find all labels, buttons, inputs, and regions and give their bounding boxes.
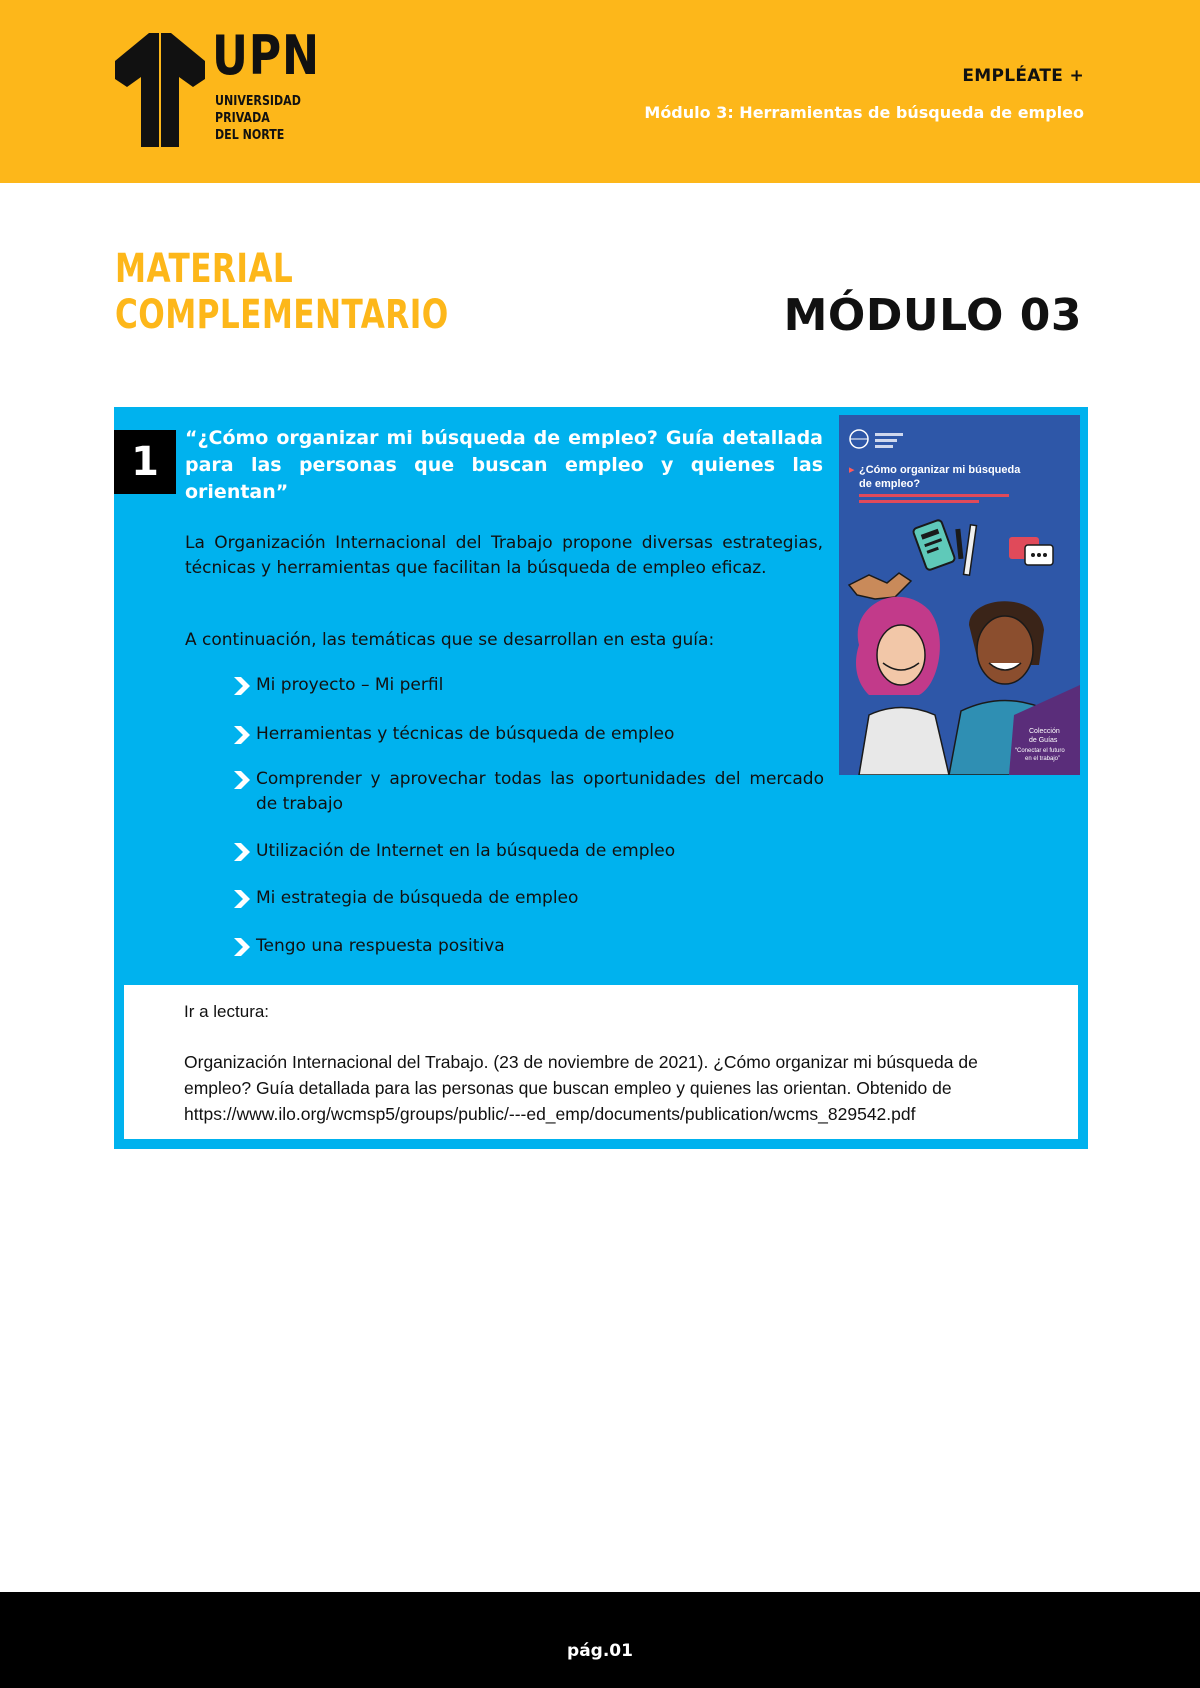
resource-description: La Organización Internacional del Trabajo propone diversas estrategias, técnicas y herramientas que facilitan la búsqueda de empleo eficaz. (185, 533, 823, 578)
topics-intro: A continuación, las temáticas que se desarrollan en esta guía: (185, 630, 715, 650)
resource-title: “¿Cómo organizar mi búsqueda de empleo? Guía detallada para las personas que buscan empleo y quienes las orientan” (185, 427, 823, 503)
upn-logo (115, 24, 320, 149)
material-title: MATERIAL COMPLEMENTARIO (115, 246, 449, 338)
program-name: EMPLÉATE + (962, 66, 1084, 86)
topic-item: Herramientas y técnicas de búsqueda de empleo (232, 722, 824, 747)
reference-label: Ir a lectura: (184, 1002, 270, 1021)
topic-item: Mi proyecto – Mi perfil (232, 673, 824, 698)
reference-box (124, 985, 1078, 1139)
module-subtitle: Módulo 3: Herramientas de búsqueda de empleo (644, 103, 1084, 122)
svg-text:▸: ▸ (849, 464, 855, 476)
chevron-right-icon (232, 676, 252, 696)
chevron-right-icon (232, 842, 252, 862)
svg-text:“Conectar el futuro: “Conectar el futuro (1015, 748, 1065, 754)
chevron-right-icon (232, 937, 252, 957)
reference-citation[interactable]: Organización Internacional del Trabajo. (23 de noviembre de 2021). ¿Cómo organizar mi búsqueda de empleo? Guía detallada para las personas que buscan empleo y quienes las orientan. Obtenido de https://www.ilo.org/wcmsp5/groups/public/---ed_emp/documents/publication/wcms_829542.pdf (184, 1052, 978, 1124)
chevron-right-icon (232, 770, 252, 790)
topic-item: Tengo una respuesta positiva (232, 934, 824, 959)
upn-arrow-icon (115, 33, 205, 147)
svg-text:de empleo?: de empleo? (859, 478, 921, 490)
module-title: MÓDULO 03 (783, 290, 1082, 341)
chevron-right-icon (232, 725, 252, 745)
svg-text:en el trabajo”: en el trabajo” (1025, 756, 1061, 762)
svg-text:de Guías: de Guías (1029, 737, 1058, 744)
svg-text:Colección: Colección (1029, 728, 1060, 735)
chevron-right-icon (232, 889, 252, 909)
resource-card (114, 407, 1088, 1149)
topic-item: Comprender y aprovechar todas las oportunidades del mercado de trabajo (232, 767, 824, 817)
topics-list (232, 673, 824, 959)
resource-number-badge: 1 (114, 430, 176, 494)
logo-wordmark: UPN (212, 24, 320, 87)
guide-cover-image (839, 415, 1080, 775)
topic-item: Utilización de Internet en la búsqueda de empleo (232, 839, 824, 864)
page-footer (0, 1592, 1200, 1688)
svg-text:¿Cómo organizar mi búsqueda: ¿Cómo organizar mi búsqueda (859, 464, 1021, 476)
page-header (0, 0, 1200, 183)
logo-subtitle: UNIVERSIDAD PRIVADA DEL NORTE (215, 94, 301, 143)
topic-item: Mi estrategia de búsqueda de empleo (232, 886, 824, 911)
page-number: pág.01 (567, 1641, 633, 1661)
